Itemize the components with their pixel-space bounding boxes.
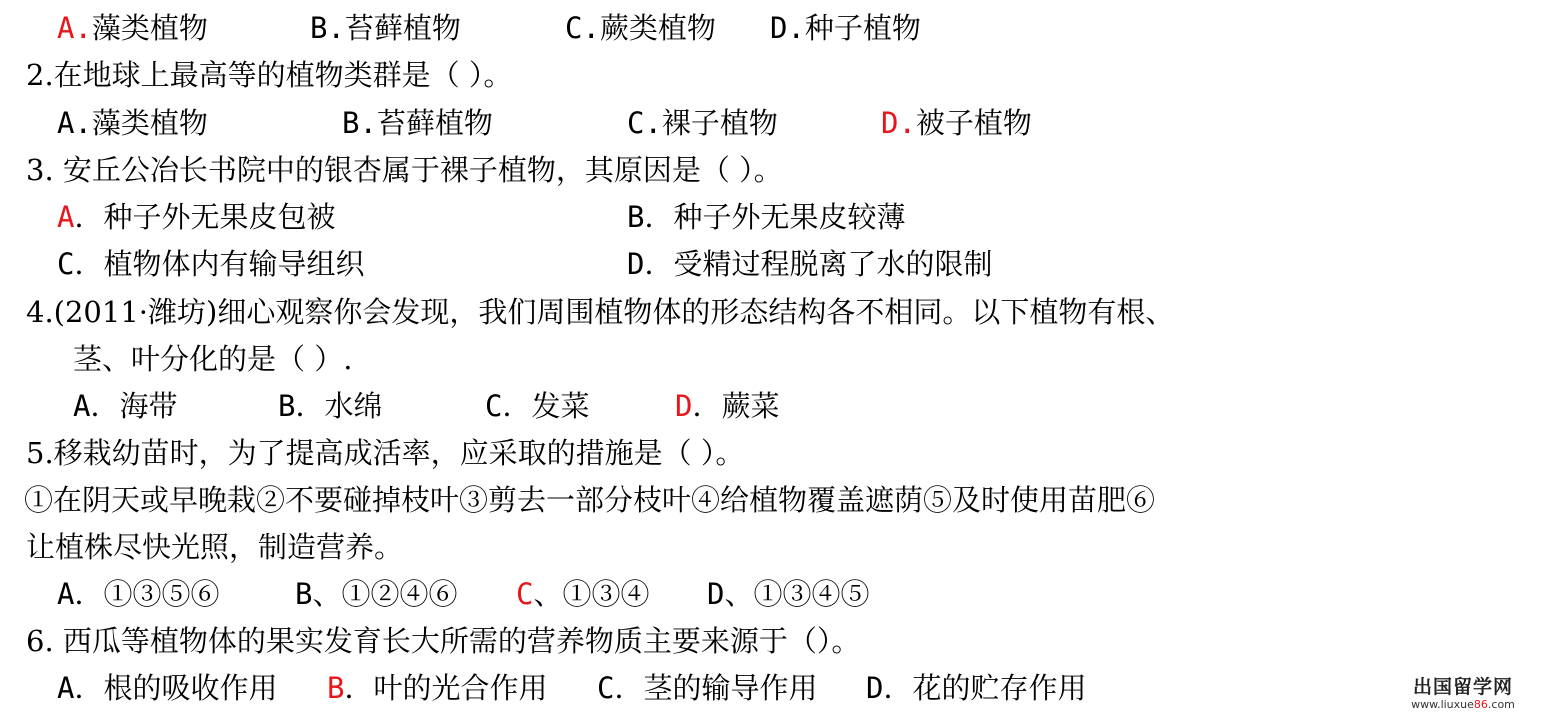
q5-stem: 5.移栽幼苗时，为了提高成活率，应采取的措施是（ ）。	[26, 436, 745, 470]
q3-stem: 3. 安丘公冶长书院中的银杏属于裸子植物，其原因是（ ）。	[26, 153, 783, 187]
watermark-url: www.liuxue86.com	[1411, 698, 1515, 711]
q2-option-a: A.藻类植物	[57, 106, 208, 140]
q4-option-a: A．海带	[73, 389, 178, 423]
answer-letter: D	[675, 389, 693, 423]
site-watermark	[1390, 676, 1536, 711]
answer-letter: A.	[57, 11, 92, 45]
answer-letter: D.	[881, 106, 916, 140]
q3-option-a: A．种子外无果皮包被	[57, 200, 336, 234]
q1-option-d: D.种子植物	[770, 11, 921, 45]
q1-option-c: C.蕨类植物	[565, 11, 716, 45]
q5-option-a: A．①③⑤⑥	[57, 577, 220, 611]
q4-stem-line-2: 茎、叶分化的是（ ）.	[73, 342, 353, 376]
q5-option-b: B、①②④⑥	[295, 577, 458, 611]
q6-option-b: B．叶的光合作用	[327, 671, 548, 705]
q2-option-c: C.裸子植物	[627, 106, 778, 140]
q6-option-c: C．茎的输导作用	[597, 671, 818, 705]
answer-letter: C	[516, 577, 534, 611]
q5-measures-line-1: ①在阴天或早晚栽②不要碰掉枝叶③剪去一部分枝叶④给植物覆盖遮荫⑤及时使用苗肥⑥	[24, 483, 1156, 517]
q1-option-a: A.藻类植物	[57, 11, 208, 45]
answer-letter: A	[57, 200, 75, 234]
q6-stem: 6. 西瓜等植物体的果实发育长大所需的营养物质主要来源于（）。	[26, 624, 861, 658]
q2-option-b: B.苔藓植物	[342, 106, 493, 140]
q4-option-b: B．水绵	[278, 389, 383, 423]
q2-option-d: D.被子植物	[881, 106, 1032, 140]
q5-option-c: C、①③④	[516, 577, 650, 611]
q4-stem-line-1: 4.(2011·潍坊)细心观察你会发现，我们周围植物体的形态结构各不相同。以下植物有根、	[26, 295, 1175, 329]
q1-option-b: B.苔藓植物	[310, 11, 461, 45]
q2-stem: 2.在地球上最高等的植物类群是（ ）。	[26, 58, 513, 92]
watermark-title: 出国留学网	[1412, 676, 1513, 698]
q3-option-b: B．种子外无果皮较薄	[627, 200, 906, 234]
answer-letter: B	[327, 671, 345, 705]
q5-option-d: D、①③④⑤	[707, 577, 870, 611]
q6-option-d: D．花的贮存作用	[866, 671, 1087, 705]
q5-measures-line-2: 让植株尽快光照，制造营养。	[26, 530, 404, 564]
q3-option-d: D．受精过程脱离了水的限制	[627, 247, 993, 281]
q4-option-d: D．蕨菜	[675, 389, 780, 423]
q6-option-a: A．根的吸收作用	[57, 671, 278, 705]
q3-option-c: C．植物体内有输导组织	[57, 247, 365, 281]
q4-option-c: C．发菜	[485, 389, 590, 423]
